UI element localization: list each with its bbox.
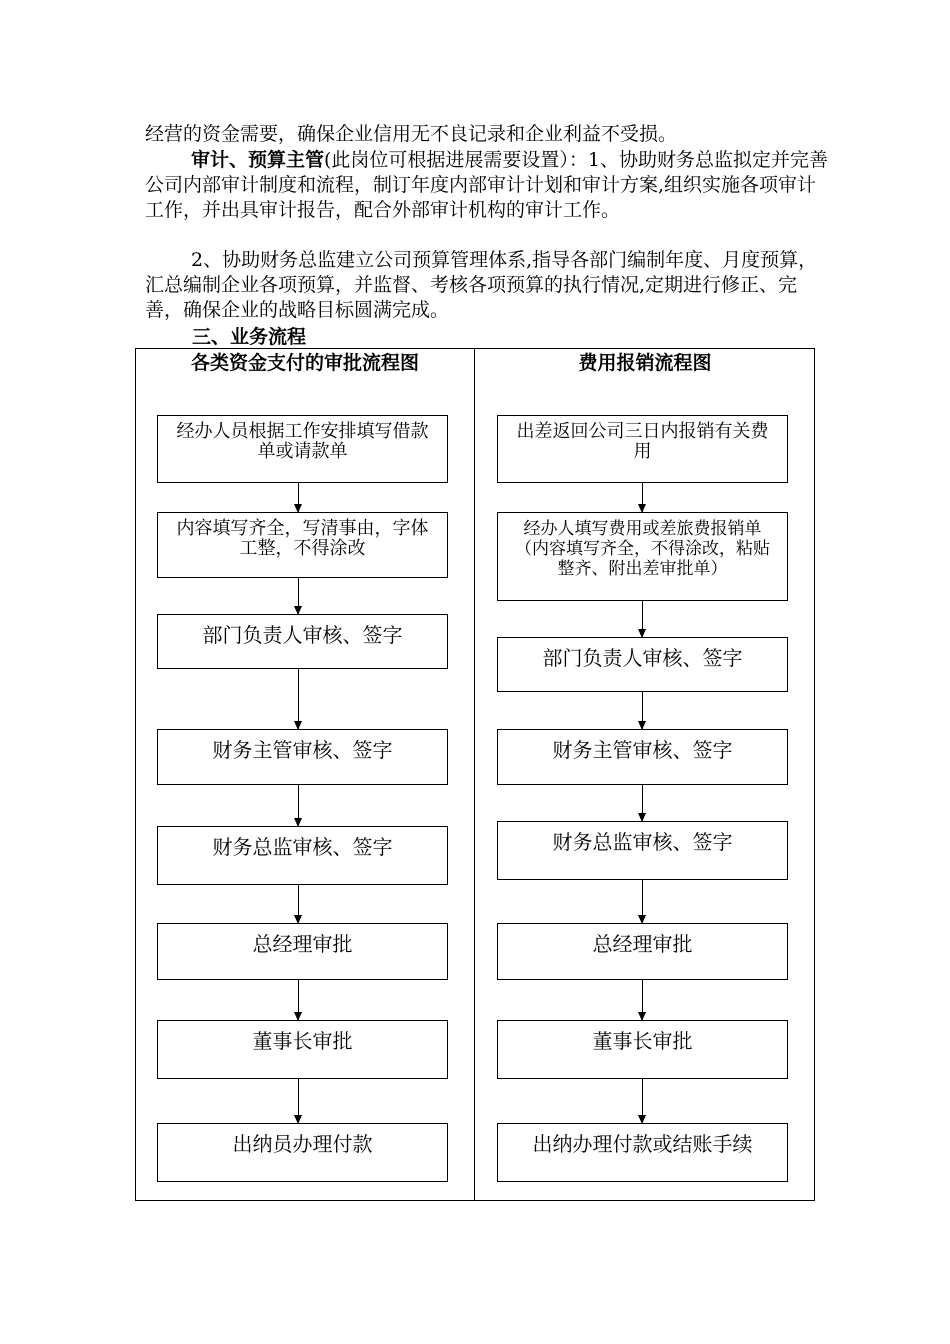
left-step-5: 财务总监审核、签字 [157,826,448,885]
right-step-6: 总经理审批 [497,923,788,980]
left-arrow-4 [298,785,299,826]
right-arrow-3 [642,692,643,729]
right-arrow-4 [642,785,643,821]
left-arrow-6 [298,980,299,1020]
left-arrow-2 [298,578,299,614]
audit-paragraph [145,148,835,223]
right-flow-title: 费用报销流程图 [578,352,712,374]
left-arrow-5 [298,885,299,923]
right-arrow-2 [642,601,643,637]
left-step-8: 出纳员办理付款 [157,1123,448,1182]
budget-paragraph: 2、协助财务总监建立公司预算管理体系,指导各部门编制年度、月度预算，汇总编制企业各项预算，并监督、考核各项预算的执行情况,定期进行修正、完善，确保企业的战略目标圆满完成。 [145,249,818,321]
right-step-8: 出纳办理付款或结账手续 [497,1123,788,1182]
right-step-2: 经办人填写费用或差旅费报销单（内容填写齐全，不得涂改，粘贴整齐、附出差审批单） [497,512,788,601]
audit-title: 审计、预算主管 [191,149,325,171]
left-step-7: 董事长审批 [157,1020,448,1079]
right-step-3: 部门负责人审核、签字 [497,637,788,692]
right-step-1: 出差返回公司三日内报销有关费用 [497,415,788,483]
intro-line-1: 经营的资金需要，确保企业信用无不良记录和企业利益不受损。 [145,123,678,145]
left-arrow-3 [298,669,299,729]
right-step-7: 董事长审批 [497,1020,788,1079]
right-arrow-6 [642,980,643,1020]
audit-text: (此岗位可根据进展需要设置）：1、协助财务总监拟定并完善公司内部审计制度和流程，制订年度内部审计计划和审计方案,组织实施各项审计工作，并出具审计报告，配合外部审计机构的审计工作。 [145,149,829,221]
right-arrow-5 [642,880,643,923]
section-heading: 三、业务流程 [192,326,307,348]
left-step-4: 财务主管审核、签字 [157,729,448,785]
left-arrow-7 [298,1079,299,1123]
right-arrow-7 [642,1079,643,1123]
right-arrow-1 [642,483,643,512]
left-step-2: 内容填写齐全，写清事由，字体工整，不得涂改 [157,512,448,578]
table-divider [474,348,475,1201]
left-step-6: 总经理审批 [157,923,448,980]
left-flow-title: 各类资金支付的审批流程图 [190,352,419,374]
right-step-4: 财务主管审核、签字 [497,729,788,785]
right-step-5: 财务总监审核、签字 [497,821,788,880]
left-arrow-1 [298,483,299,512]
left-step-3: 部门负责人审核、签字 [157,614,448,669]
left-step-1: 经办人员根据工作安排填写借款单或请款单 [157,415,448,483]
